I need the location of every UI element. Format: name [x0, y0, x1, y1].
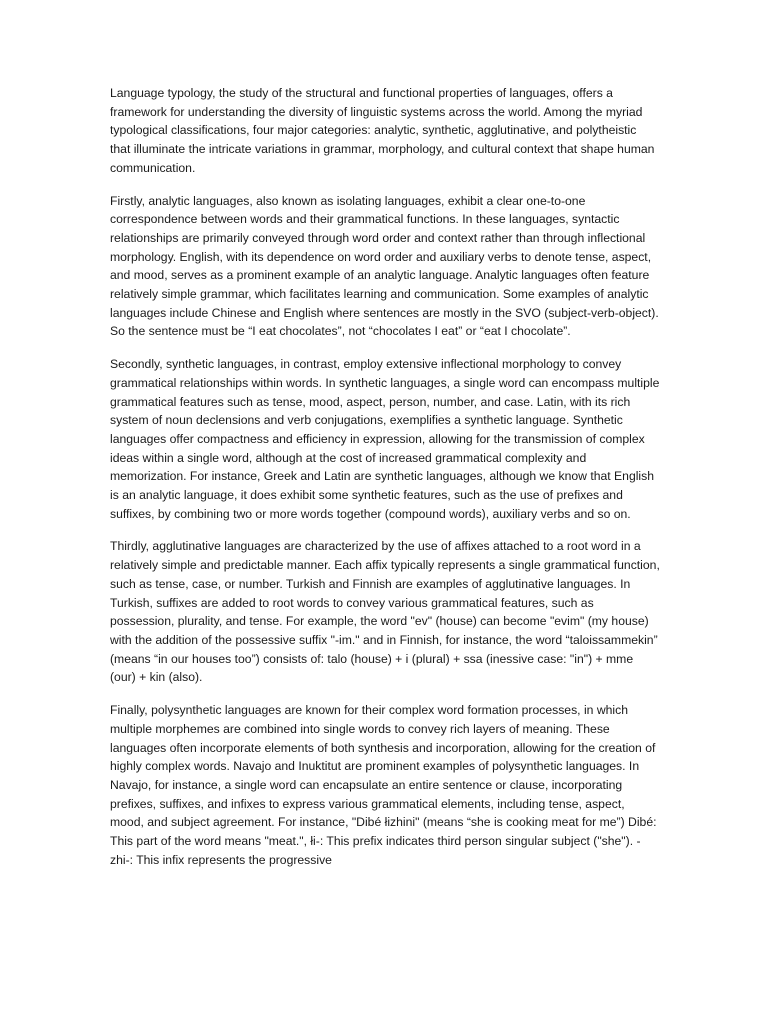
paragraph-agglutinative-languages: Thirdly, agglutinative languages are characterized by the use of affixes attached to a root word in a relatively simple and predictable manner. Each affix typically represents a single grammatical function, such as tense, case, or number. Turkish and Finnish are examples of agglutinative languages. In Turkish, suffixes are added to root words to convey various grammatical features, such as possession, plurality, and tense. For example, the word "ev" (house) can become "evim" (my house) with the addition of the possessive suffix "-im." and in Finnish, for instance, the word “taloissammekin” (means “in our houses too”) consists of: talo (house) + i (plural) + ssa (inessive case: "in") + mme (our) + kin (also).	[110, 539, 660, 685]
paragraph-introduction: Language typology, the study of the structural and functional properties of languages, offers a framework for understanding the diversity of linguistic systems across the world. Among the myriad typological classifications, four major categories: analytic, synthetic, agglutinative, and polytheistic that illuminate the intricate variations in grammar, morphology, and cultural context that shape human communication.	[110, 86, 655, 175]
paragraph-synthetic-languages: Secondly, synthetic languages, in contrast, employ extensive inflectional morphology to convey grammatical relationships within words. In synthetic languages, a single word can encompass multiple grammatical features such as tense, mood, aspect, person, number, and case. Latin, with its rich system of noun declensions and verb conjugations, exemplifies a synthetic language. Synthetic languages offer compactness and efficiency in expression, allowing for the transmission of complex ideas within a single word, although at the cost of increased grammatical complexity and memorization. For instance, Greek and Latin are synthetic languages, although we know that English is an analytic language, it does exhibit some synthetic features, such as the use of prefixes and suffixes, by combining two or more words together (compound words), auxiliary verbs and so on.	[110, 357, 660, 521]
paragraph-analytic-languages: Firstly, analytic languages, also known as isolating languages, exhibit a clear one-to-one correspondence between words and their grammatical functions. In these languages, syntactic relationships are primarily conveyed through word order and context rather than through inflectional morphology. English, with its dependence on word order and auxiliary verbs to denote tense, aspect, and mood, serves as a prominent example of an analytic language. Analytic languages often feature relatively simple grammar, which facilitates learning and communication. Some examples of analytic languages include Chinese and English where sentences are mostly in the SVO (subject-verb-object). So the sentence must be “I eat chocolates”, not “chocolates I eat” or “eat I chocolate”.	[110, 193, 659, 339]
document-body	[110, 84, 660, 883]
paragraph-polysynthetic-languages: Finally, polysynthetic languages are known for their complex word formation processes, in which multiple morphemes are combined into single words to convey rich layers of meaning. These languages often incorporate elements of both synthesis and incorporation, allowing for the creation of highly complex words. Navajo and Inuktitut are prominent examples of polysynthetic languages. In Navajo, for instance, a single word can encapsulate an entire sentence or clause, incorporating prefixes, suffixes, and infixes to express various grammatical elements, including tense, aspect, mood, and subject agreement. For instance, "Dibé łizhini" (means “she is cooking meat for me”) Dibé: This part of the word means "meat.", łi-: This prefix indicates third person singular subject ("she"). -zhi-: This infix represents the progressive	[110, 703, 657, 867]
